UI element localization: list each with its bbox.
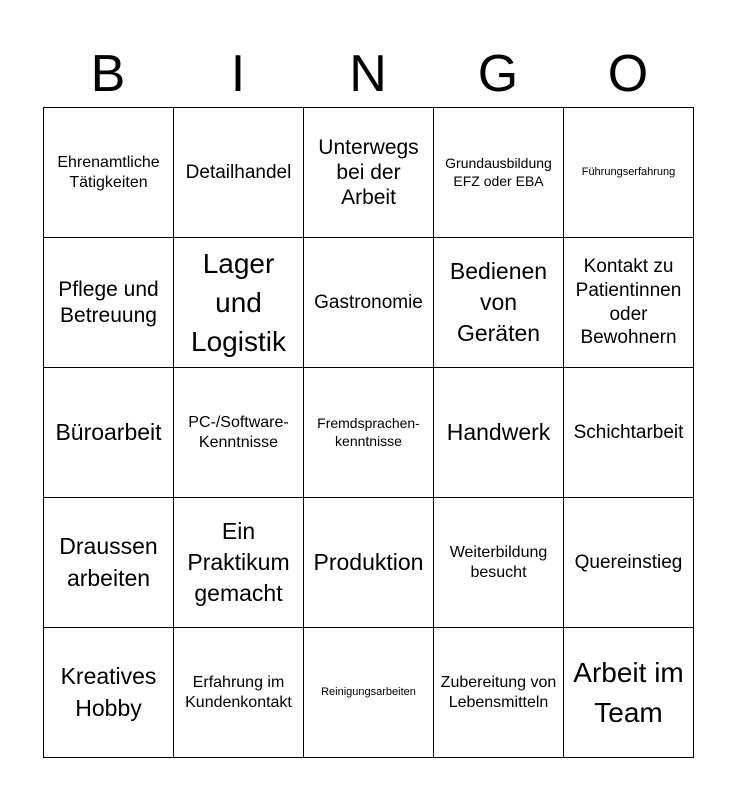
bingo-cell[interactable]: Reinigungsarbeiten bbox=[304, 628, 434, 758]
bingo-cell[interactable]: Handwerk bbox=[434, 368, 564, 498]
bingo-cell[interactable]: Weiterbildung besucht bbox=[434, 498, 564, 628]
bingo-cell[interactable]: Bedienen von Geräten bbox=[434, 238, 564, 368]
bingo-row bbox=[44, 108, 694, 238]
bingo-cell[interactable]: Erfahrung im Kundenkontakt bbox=[174, 628, 304, 758]
bingo-cell[interactable]: Gastronomie bbox=[304, 238, 434, 368]
bingo-cell[interactable]: Ehrenamtliche Tätigkeiten bbox=[44, 108, 174, 238]
bingo-cell[interactable]: Führungserfahrung bbox=[564, 108, 694, 238]
bingo-header bbox=[43, 44, 693, 104]
bingo-cell[interactable]: Draussen arbeiten bbox=[44, 498, 174, 628]
header-letter-b: B bbox=[90, 45, 126, 103]
bingo-cell[interactable]: Grundausbildung EFZ oder EBA bbox=[434, 108, 564, 238]
bingo-row bbox=[44, 498, 694, 628]
bingo-cell[interactable]: Kontakt zu Patientinnen oder Bewohnern bbox=[564, 238, 694, 368]
header-letter-o: O bbox=[607, 45, 649, 103]
bingo-cell[interactable]: Fremdsprachen-kenntnisse bbox=[304, 368, 434, 498]
bingo-cell[interactable]: Unterwegs bei der Arbeit bbox=[304, 108, 434, 238]
bingo-cell[interactable]: Produktion bbox=[304, 498, 434, 628]
bingo-cell[interactable]: PC-/Software-Kenntnisse bbox=[174, 368, 304, 498]
bingo-cell[interactable]: Detailhandel bbox=[174, 108, 304, 238]
header-letter-n: N bbox=[349, 45, 387, 103]
header-letter-g: G bbox=[477, 45, 519, 103]
bingo-cell[interactable]: Quereinstieg bbox=[564, 498, 694, 628]
bingo-row bbox=[44, 628, 694, 758]
bingo-cell[interactable]: Lager und Logistik bbox=[174, 238, 304, 368]
bingo-row bbox=[44, 368, 694, 498]
header-letter-i: I bbox=[230, 45, 246, 103]
bingo-cell[interactable]: Arbeit im Team bbox=[564, 628, 694, 758]
bingo-grid bbox=[43, 107, 694, 758]
bingo-row bbox=[44, 238, 694, 368]
bingo-cell[interactable]: Büroarbeit bbox=[44, 368, 174, 498]
bingo-cell[interactable]: Zubereitung von Lebensmitteln bbox=[434, 628, 564, 758]
bingo-cell[interactable]: Pflege und Betreuung bbox=[44, 238, 174, 368]
bingo-cell[interactable]: Schichtarbeit bbox=[564, 368, 694, 498]
bingo-cell[interactable]: Kreatives Hobby bbox=[44, 628, 174, 758]
bingo-cell[interactable]: Ein Praktikum gemacht bbox=[174, 498, 304, 628]
